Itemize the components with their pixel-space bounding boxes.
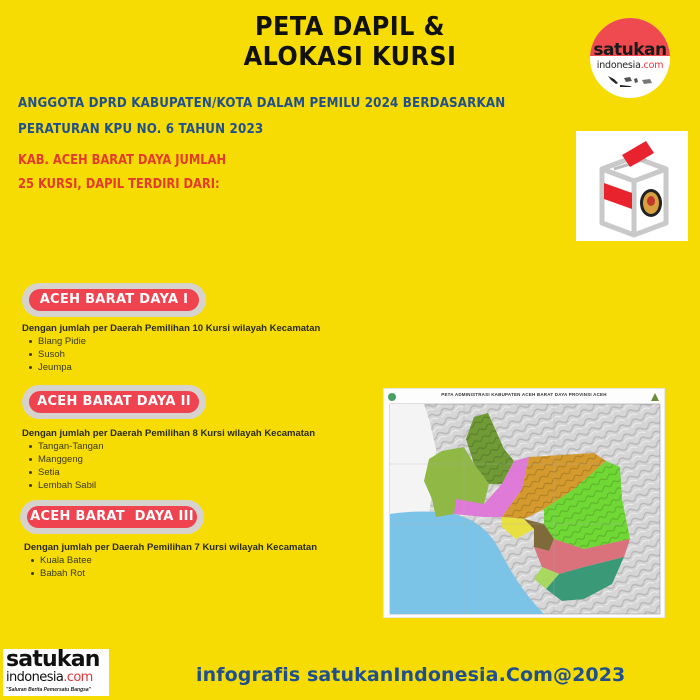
logo-domain-prefix: indonesia (596, 60, 641, 71)
dapil-2-description: Dengan jumlah per Daerah Pemilihan 8 Kursi wilayah Kecamatan (22, 428, 316, 439)
subtitle-line-1: ANGGOTA DPRD KABUPATEN/KOTA DALAM PEMILU 2024 BERDASARKAN (18, 95, 506, 111)
list-item: Babah Rot (24, 567, 92, 580)
list-item: Manggeng (22, 453, 104, 466)
dapil-2-heading (22, 385, 206, 419)
satukan-indonesia-logo (590, 18, 670, 98)
summary-line-2: 25 KURSI, DAPIL TERDIRI DARI: (18, 176, 220, 192)
list-item: Setia (22, 466, 104, 479)
title-line-1: PETA DAPIL & (255, 12, 445, 42)
logo-domain (590, 60, 670, 71)
administrative-map (383, 388, 665, 618)
page-title (175, 12, 525, 72)
subtitle (18, 90, 618, 142)
dapil-3-heading (20, 500, 204, 534)
footer-logo-tagline: "Saluran Berita Pemersatu Bangsa" (6, 687, 92, 693)
seat-summary (18, 148, 338, 196)
map-emblem-icon (388, 393, 396, 401)
list-item: Kuala Batee (24, 554, 92, 567)
north-arrow-icon (651, 393, 659, 401)
indonesia-map-icon (606, 74, 654, 88)
dapil-1-description: Dengan jumlah per Daerah Pemilihan 10 Kursi wilayah Kecamatan (22, 323, 321, 334)
logo-brand: satukan (593, 40, 667, 60)
footer-credit: infografis satukanIndonesia.Com@2023 (196, 664, 626, 686)
dapil-2-kecamatan-list (22, 440, 104, 492)
dapil-2-name: ACEH BARAT DAYA II (29, 391, 199, 413)
dapil-1-kecamatan-list (22, 335, 86, 374)
summary-line-1: KAB. ACEH BARAT DAYA JUMLAH (18, 152, 227, 168)
subtitle-line-2: PERATURAN KPU NO. 6 TAHUN 2023 (18, 121, 264, 137)
map-title: PETA ADMINISTRASI KABUPATEN ACEH BARAT DAYA PROVINSI ACEH (441, 392, 607, 397)
dapil-1-heading (22, 283, 206, 317)
list-item: Blang Pidie (22, 335, 86, 348)
footer-logo-brand: satukan (6, 647, 100, 672)
dapil-3-kecamatan-list (24, 554, 92, 580)
list-item: Tangan-Tangan (22, 440, 104, 453)
list-item: Jeumpa (22, 361, 86, 374)
dapil-3-name: ACEH BARAT DAYA III (27, 506, 197, 528)
logo-domain-suffix: .com (640, 60, 664, 71)
footer-logo-domain-prefix: indonesia (6, 670, 64, 685)
dapil-3-description: Dengan jumlah per Daerah Pemilihan 7 Kursi wilayah Kecamatan (24, 542, 318, 553)
footer-logo (3, 649, 109, 696)
list-item: Lembah Sabil (22, 479, 104, 492)
list-item: Susoh (22, 348, 86, 361)
footer-logo-domain (6, 670, 93, 685)
title-line-2: ALOKASI KURSI (243, 42, 457, 72)
map-graphic (384, 389, 665, 618)
dapil-1-name: ACEH BARAT DAYA I (29, 289, 199, 311)
footer-logo-domain-suffix: .com (63, 670, 93, 685)
ballot-box-kpu-icon (576, 131, 688, 241)
